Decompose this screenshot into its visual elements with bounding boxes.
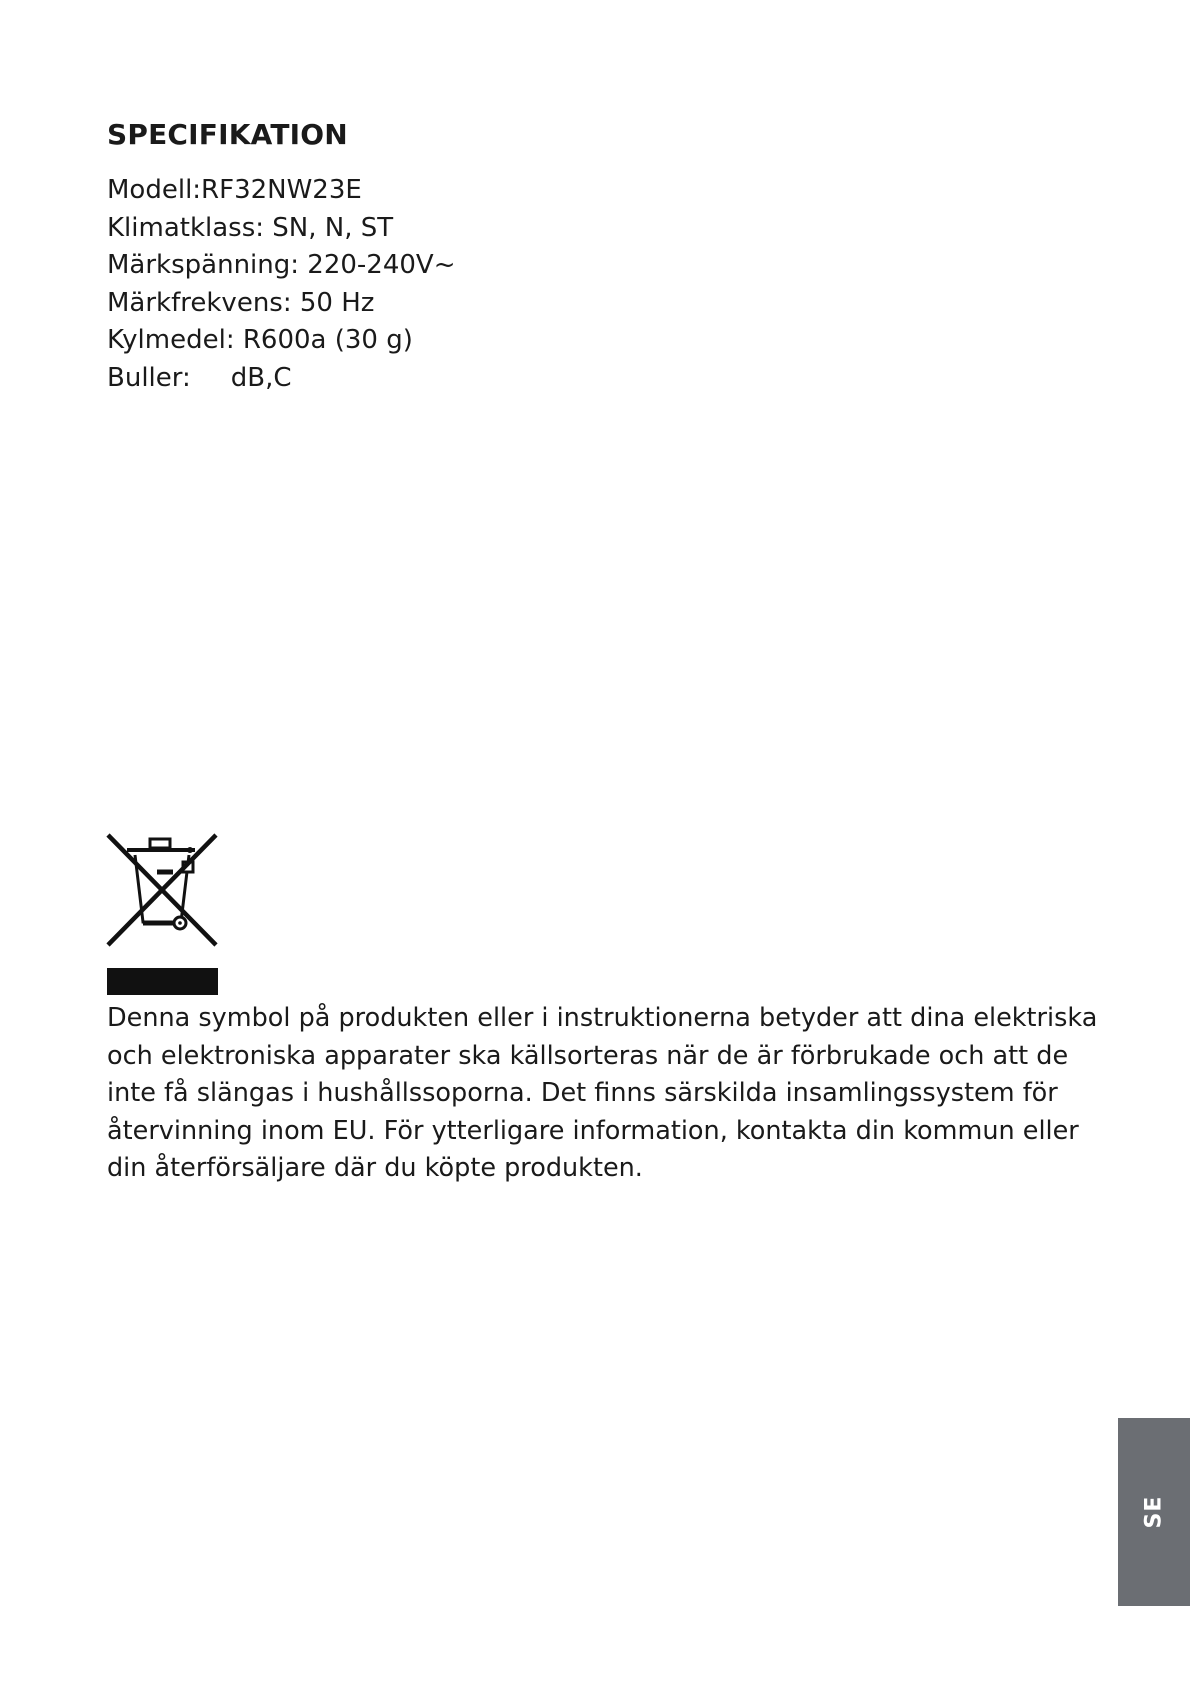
weee-notice-paragraph (107, 1000, 1107, 1188)
spec-climate-class (107, 210, 456, 248)
notice-line: inte få slängas i hushållssoporna. Det finns särskilda insamlingssystem för (107, 1078, 1058, 1108)
notice-line: din återförsäljare där du köpte produkten. (107, 1153, 643, 1183)
spec-refrigerant (107, 322, 456, 360)
spec-list (107, 172, 456, 397)
crossed-out-wheelie-bin-icon (105, 832, 219, 948)
spec-model-label: Modell: (107, 175, 202, 205)
page-title: SPECIFIKATION (107, 118, 348, 151)
notice-line: återvinning inom EU. För ytterligare information, kontakta din kommun eller (107, 1115, 1079, 1146)
weee-underline-bar (107, 968, 218, 995)
spec-noise-label: Buller: (107, 362, 191, 393)
language-tab-label: SE (1141, 1495, 1167, 1529)
spec-climate-class-label: Klimatklass: SN, N, ST (107, 212, 394, 243)
spec-noise (107, 360, 456, 398)
spec-rated-frequency (107, 285, 456, 323)
notice-line: Denna symbol på produkten eller i instruktionerna betyder att dina elektriska (107, 1003, 1098, 1033)
spec-refrigerant-label: Kylmedel: R600a (30 g) (107, 325, 413, 355)
spec-model (107, 172, 456, 210)
spec-rated-frequency-label: Märkfrekvens: 50 Hz (107, 287, 375, 318)
notice-line: och elektroniska apparater ska källsorteras när de är förbrukade och att de (107, 1040, 1069, 1071)
spec-rated-voltage-label: Märkspänning: 220-240V~ (107, 250, 456, 280)
spec-model-value: RF32NW23E (201, 175, 362, 205)
spec-rated-voltage (107, 247, 456, 285)
spec-noise-value: dB,C (230, 362, 292, 393)
language-tab (1118, 1418, 1190, 1606)
